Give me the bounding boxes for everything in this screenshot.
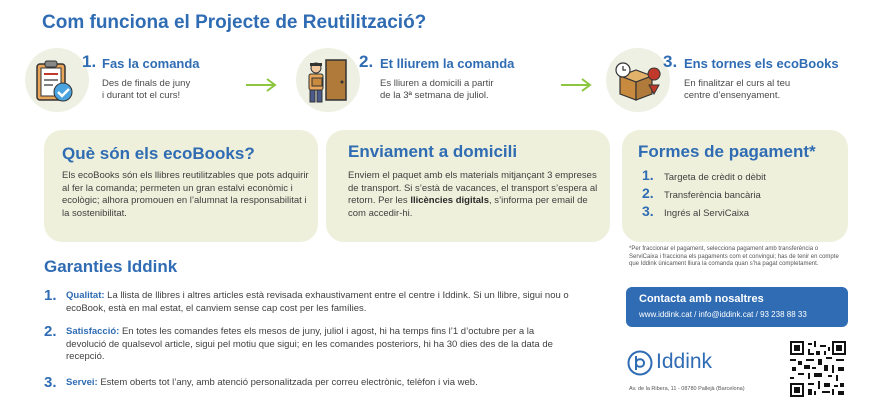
guarantee-body: La llista de llibres i altres articles està revisada exhaustivament entre el centre i Iddink. Si un llibre, sigui nou o ecoBook, està en mal estat, el canviem sense cap cost per les famílies.: [66, 290, 569, 314]
payment-item: [642, 185, 761, 201]
shipping-text-end: , s’informa per email de com accedir-hi.: [348, 195, 588, 219]
guarantee-label: Servei:: [66, 377, 98, 388]
payment-item-number: 3.: [642, 203, 654, 219]
shipping-card: [326, 130, 610, 242]
ecobooks-card-title: Què són els ecoBooks?: [62, 144, 255, 163]
guarantee-body: Estem oberts tot l’any, amb atenció personalitzada per correu electrònic, telèfon i via web.: [97, 377, 478, 388]
shipping-text-bold: llicències digitals: [410, 195, 489, 206]
clipboard-check-icon: [33, 58, 77, 106]
contact-box: [626, 287, 848, 327]
payment-item: [642, 203, 749, 219]
step-1-desc-line1: Des de finals de juny: [102, 78, 191, 89]
guarantee-number: 3.: [44, 374, 57, 391]
payment-item-number: 2.: [642, 185, 654, 201]
payment-card: [622, 130, 848, 242]
guarantee-label: Satisfacció:: [66, 326, 120, 337]
ecobooks-card-text: Els ecoBooks són els llibres reutilitzables que pots adquirir al fer la comanda; permeten un gran estalvi econòmic i ecològic; alhora promouen en l’alumnat la responsabilitat i la sostenibilitat.: [62, 170, 309, 219]
payment-item-number: 1.: [642, 167, 654, 183]
step-1-number: 1.: [82, 52, 97, 71]
guarantee-label: Qualitat:: [66, 290, 105, 301]
payment-footnote: *Per fraccionar el pagament, selecciona pagament amb transferència o ServiCaixa i fracciona els pagaments com et convingui; has de tenir en compte que Iddink únicament lliura la comanda quan s’ha pagat completament.: [629, 246, 839, 267]
step-2-number: 2.: [359, 52, 374, 71]
qr-code[interactable]: [790, 341, 846, 397]
payment-item-label: Ingrés al ServiCaixa: [664, 208, 750, 219]
box-return-icon: [612, 60, 662, 104]
payment-item: [642, 167, 766, 183]
guarantee-body: En totes les comandes fetes els mesos de juny, juliol i agost, hi ha temps fins l’1 d’octubre per a la devolució de qualsevol article, sigui pel motiu que sigui; en les comandes posteriors, hi ha 30 dies des de la data de recepció.: [66, 326, 553, 362]
page-title: Com funciona el Projecte de Reutilització?: [42, 12, 427, 33]
step-3-desc-line1: En finalitzar el curs al teu: [684, 78, 791, 89]
step-1-title: Fas la comanda: [102, 56, 200, 71]
guarantees-title: Garanties Iddink: [44, 257, 178, 276]
step-3-title: Ens tornes els ecoBooks: [684, 56, 839, 71]
contact-info-link[interactable]: www.iddink.cat / info@iddink.cat / 93 238 88 33: [639, 310, 807, 319]
shipping-card-text: [348, 170, 598, 220]
guarantee-text: [66, 290, 576, 315]
contact-title: Contacta amb nosaltres: [639, 293, 764, 305]
iddink-logo-icon: [627, 350, 653, 376]
guarantee-number: 1.: [44, 287, 57, 304]
step-1-desc-line2: i durant tot el curs!: [102, 90, 181, 101]
iddink-logo-text: Iddink: [656, 350, 713, 373]
payment-card-title: Formes de pagament*: [638, 142, 816, 161]
payment-item-label: Targeta de crèdit o dèbit: [664, 172, 766, 183]
guarantee-number: 2.: [44, 323, 57, 340]
arrow-right-icon: [245, 78, 277, 92]
arrow-right-icon: [560, 78, 592, 92]
address: Av. de la Ribera, 11 - 08780 Pallejà (Barcelona): [629, 386, 745, 392]
guarantee-text: [66, 377, 576, 390]
step-3-desc-line2: centre d’ensenyament.: [684, 90, 781, 101]
step-2-title: Et lliurem la comanda: [380, 56, 515, 71]
guarantee-text: [66, 326, 576, 364]
step-2-desc-line2: de la 3ª setmana de juliol.: [380, 90, 489, 101]
delivery-person-icon: [302, 56, 352, 106]
step-2-desc-line1: Es lliuren a domicili a partir: [380, 78, 494, 89]
shipping-card-title: Enviament a domicili: [348, 142, 518, 161]
ecobooks-card: [44, 130, 318, 242]
shipping-text-start: Enviem el paquet amb els materials mitjançant 3 empreses de transport. Si s’està de vacances, el transport s’espera al retorn. Per les: [348, 170, 598, 206]
step-3-number: 3.: [663, 52, 678, 71]
payment-item-label: Transferència bancària: [664, 190, 761, 201]
